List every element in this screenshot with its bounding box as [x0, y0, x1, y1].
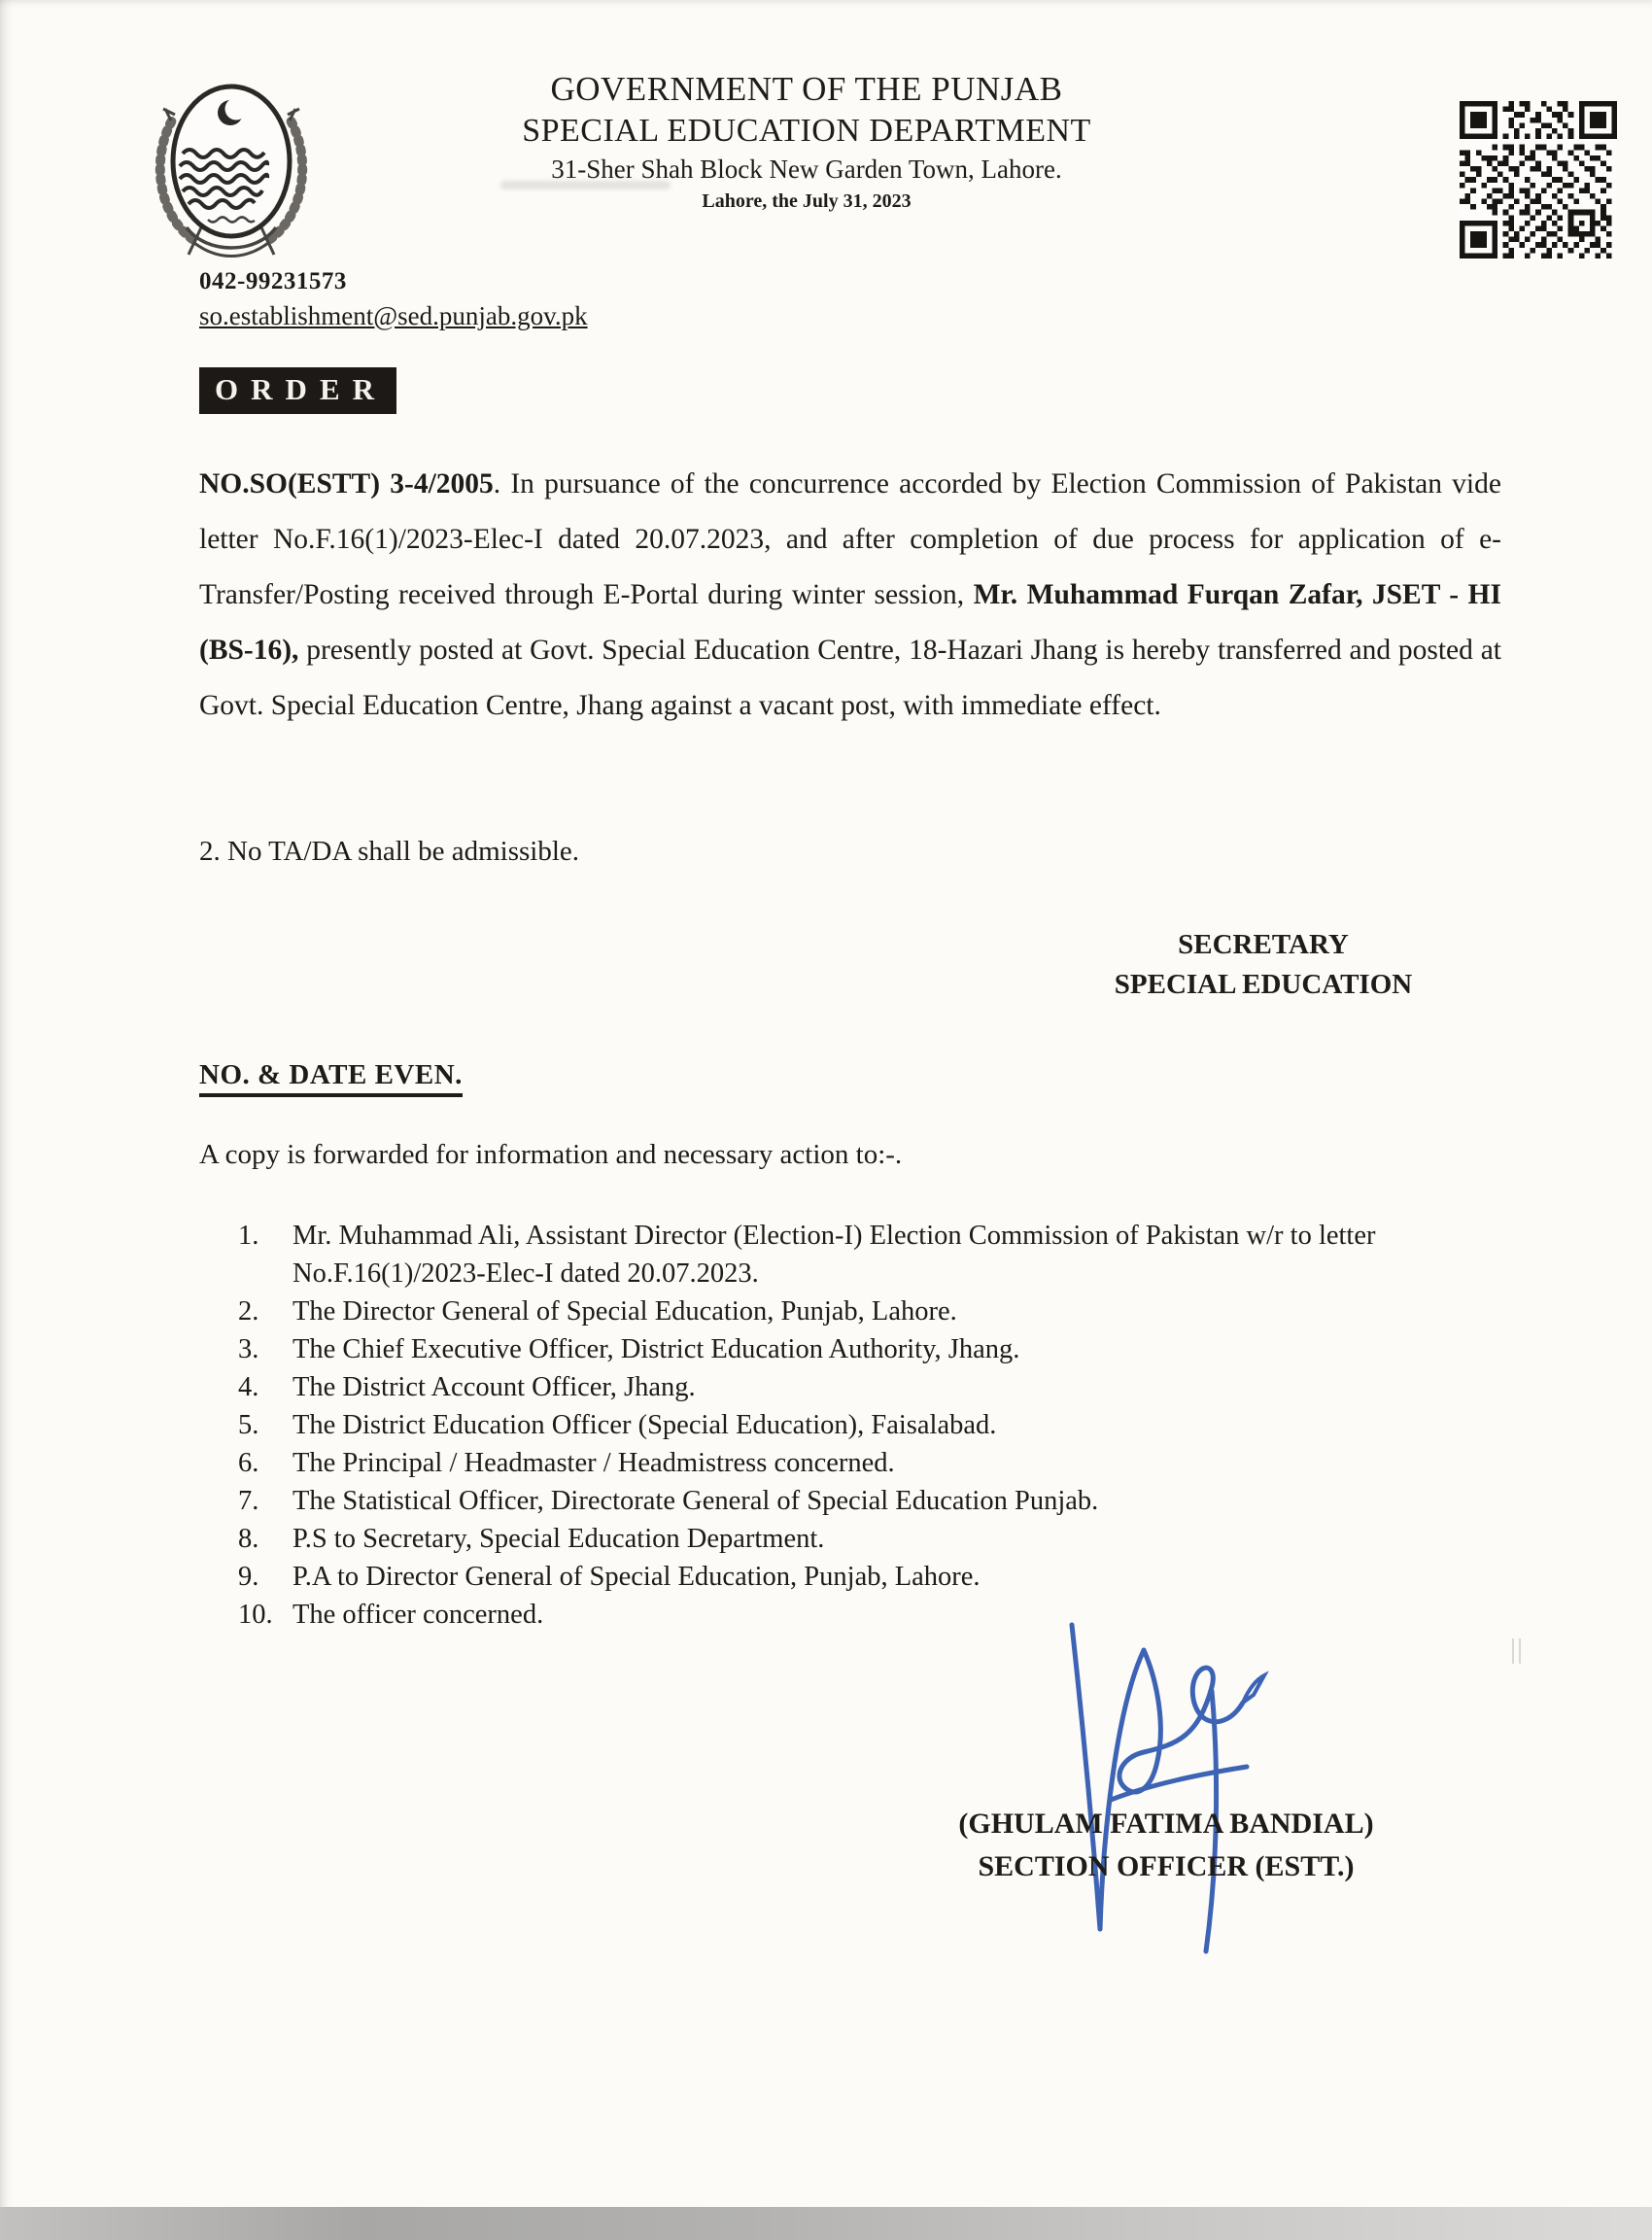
email-address: so.establishment@sed.punjab.gov.pk	[199, 301, 588, 330]
order-heading: ORDER	[199, 367, 396, 414]
qr-code	[1460, 101, 1617, 258]
signatory-title-line1: SECRETARY	[1178, 929, 1349, 960]
list-item: 3. The Chief Executive Officer, District Education Authority, Jhang.	[238, 1334, 1020, 1365]
scan-smudge	[500, 181, 671, 190]
list-item: 1. Mr. Muhammad Ali, Assistant Director (Election-I) Election Commission of Pakistan w/r to letter No.F.16(1)/2023-Elec-I dated 20.07.2023.	[238, 1221, 1376, 1290]
distribution-list	[238, 1217, 1511, 1634]
scan-artifact	[1512, 1638, 1526, 1664]
order-text-part1: . In pursuance of the concurrence accorded by Election Commission of Pakistan vide letter No.F.16(1)/2023-Elec-I dated 20.07.2023, and after completion of due process for application of e-Transfer/Posting received through E-Portal during winter session,	[199, 468, 1501, 610]
copy-forwarded-intro: A copy is forwarded for information and necessary action to:-.	[199, 1139, 903, 1170]
no-and-date-even-heading: NO. & DATE EVEN.	[199, 1059, 463, 1097]
signatory-title-line2: SPECIAL EDUCATION	[1114, 968, 1413, 1000]
signatory-post: SECTION OFFICER (ESTT.)	[978, 1850, 1355, 1883]
org-address: 31-Sher Shah Block New Garden Town, Lahore.	[551, 155, 1062, 184]
punjab-government-crest-icon	[134, 64, 328, 268]
signatory-name: (GHULAM FATIMA BANDIAL)	[958, 1808, 1374, 1840]
org-name-line1: GOVERNMENT OF THE PUNJAB	[550, 70, 1063, 108]
scanner-edge-bar	[0, 2207, 1652, 2240]
org-name-line2: SPECIAL EDUCATION DEPARTMENT	[522, 113, 1091, 149]
subject-officer-name: Mr. Muhammad Furqan Zafar, JSET - HI (BS-16),	[199, 578, 1501, 666]
phone-number: 042-99231573	[199, 268, 347, 294]
signatory-designation-block	[1069, 925, 1458, 1004]
clause-2: 2. No TA/DA shall be admissible.	[199, 836, 580, 867]
order-text-part2: presently posted at Govt. Special Education Centre, 18-Hazari Jhang is hereby transferred and posted at Govt. Special Education Centre, Jhang against a vacant post, with immediate effect.	[199, 634, 1501, 721]
order-body-paragraph	[199, 457, 1501, 734]
list-item: 7. The Statistical Officer, Directorate General of Special Education Punjab.	[238, 1486, 1099, 1517]
list-item: 5. The District Education Officer (Special Education), Faisalabad.	[238, 1410, 997, 1441]
list-item: 8. P.S to Secretary, Special Education Department.	[238, 1524, 825, 1555]
list-item: 2. The Director General of Special Education, Punjab, Lahore.	[238, 1296, 957, 1327]
reference-number: NO.SO(ESTT) 3-4/2005	[199, 468, 494, 500]
list-item: 9. P.A to Director General of Special Education, Punjab, Lahore.	[238, 1562, 981, 1593]
signature-block	[913, 1803, 1419, 1889]
list-item: 6. The Principal / Headmaster / Headmistress concerned.	[238, 1448, 895, 1479]
contact-block	[199, 268, 588, 331]
letter-date: Lahore, the July 31, 2023	[702, 190, 912, 212]
handwritten-signature-icon	[957, 1594, 1307, 1963]
letterhead	[418, 70, 1195, 213]
list-item: 10. The officer concerned.	[238, 1600, 544, 1631]
list-item: 4. The District Account Officer, Jhang.	[238, 1372, 696, 1403]
